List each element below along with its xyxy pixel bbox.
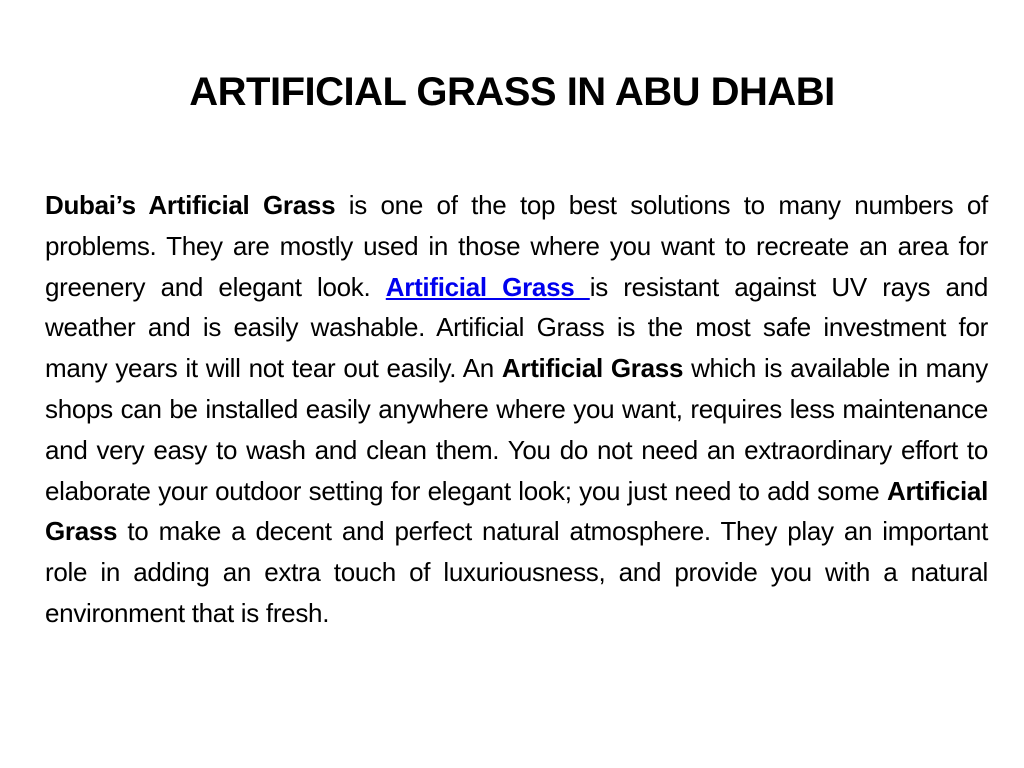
artificial-grass-link[interactable]: Artificial Grass xyxy=(385,271,590,302)
paragraph-text-2: is resistant against UV rays and weather and is easily washable. Artificial Grass is the most safe investment for many years it will not tear out easily. An xyxy=(45,271,988,384)
bold-phrase-artificial-grass-2: Artificial Grass xyxy=(501,353,684,384)
bold-phrase-dubais-artificial-grass: Dubai’s Artificial Grass xyxy=(45,190,336,220)
bold-phrase-artificial-grass-3: Artificial Grass xyxy=(45,475,988,547)
paragraph-text-4: to make a decent and perfect natural atmosphere. They play an important role in adding an extra touch of luxuriousness, and provide you with a natural environment that is fresh. xyxy=(45,516,988,628)
body-paragraph xyxy=(45,185,988,634)
paragraph-text-3: which is available in many shops can be installed easily anywhere where you want, requires less maintenance and very easy to wash and clean them. You do not need an extraordinary effort to elaborate your outdoor setting for elegant look; you just need to add some xyxy=(45,353,989,506)
page-title: ARTIFICIAL GRASS IN ABU DHABI xyxy=(189,70,835,114)
paragraph-text-1: is one of the top best solutions to many numbers of problems. They are mostly used in those where you want to recreate an area for greenery and elegant look. xyxy=(45,190,988,302)
